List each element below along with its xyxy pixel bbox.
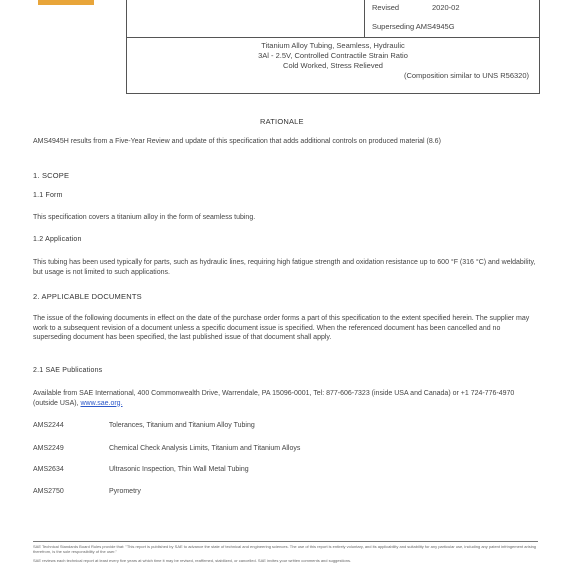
reference-row xyxy=(33,422,255,429)
reference-title: Tolerances, Titanium and Titanium Alloy Tubing xyxy=(108,422,255,429)
application-heading: 1.2 Application xyxy=(33,236,82,243)
header-divider-vertical xyxy=(364,0,365,37)
application-text: This tubing has been used typically for parts, such as hydraulic lines, requiring high fatigue strength and oxidation resistance up to 600 °F (316 °C) and weldability, but usage is not limited to such applications. xyxy=(33,259,536,276)
form-heading: 1.1 Form xyxy=(33,192,63,199)
title-composition: (Composition similar to UNS R56320) xyxy=(403,71,529,80)
rationale-heading: RATIONALE xyxy=(260,117,304,126)
sae-address: Available from SAE International, 400 Commonwealth Drive, Warrendale, PA 15096-0001, Tel: 877-606-7323 (inside USA and Canada) or +1 724-776-4970 (outside USA), xyxy=(33,390,515,407)
reference-title: Pyrometry xyxy=(108,488,141,495)
header-divider-horizontal xyxy=(127,37,539,38)
reference-code: AMS2634 xyxy=(33,466,64,473)
title-line-2: 3Al - 2.5V, Controlled Contractile Strain Ratio xyxy=(258,51,408,60)
title-line-3: Cold Worked, Stress Relieved xyxy=(283,61,383,70)
revised-date: 2020-02 xyxy=(432,3,460,12)
reference-row xyxy=(33,466,249,473)
footer-disclaimer: SAE Technical Standards Board Rules provide that: "This report is published by SAE to advance the state of technical and engineering sciences. The use of this report is entirely voluntary, and its applicability and suitability for any particular use, including any patent infringement arising therefrom, is the sole responsibility of the user." xyxy=(33,544,537,554)
applicable-documents-heading: 2. APPLICABLE DOCUMENTS xyxy=(33,292,142,301)
sae-logo-fragment xyxy=(38,0,94,5)
reference-title: Chemical Check Analysis Limits, Titanium and Titanium Alloys xyxy=(108,445,301,452)
sae-website-link[interactable]: www.sae.org. xyxy=(80,399,123,407)
sae-publications-heading: 2.1 SAE Publications xyxy=(33,367,103,374)
reference-code: AMS2249 xyxy=(33,445,64,452)
superseding-note: Superseding AMS4945G xyxy=(372,22,455,31)
reference-row xyxy=(33,445,300,452)
spec-header-box xyxy=(126,0,540,94)
footer-review-note: SAE reviews each technical report at least every five years at which time it may be revised, reaffirmed, stabilized, or cancelled. SAE invites your written comments and suggestions. xyxy=(33,558,352,563)
reference-title: Ultrasonic Inspection, Thin Wall Metal Tubing xyxy=(108,466,249,473)
reference-code: AMS2750 xyxy=(33,488,64,495)
reference-code: AMS2244 xyxy=(33,422,64,429)
applicable-documents-text: The issue of the following documents in effect on the date of the purchase order forms a part of this specification to the extent specified herein. The supplier may work to a subsequent revision of a document unless a specific document issue is specified. When the referenced document has been cancelled and no superseding document has been specified, the last published issue of that document shall apply. xyxy=(33,315,530,341)
spec-title xyxy=(127,41,539,81)
scope-heading: 1. SCOPE xyxy=(33,171,70,180)
title-line-1: Titanium Alloy Tubing, Seamless, Hydraulic xyxy=(261,41,405,50)
reference-row xyxy=(33,488,141,495)
form-text: This specification covers a titanium alloy in the form of seamless tubing. xyxy=(33,214,256,221)
footer-divider xyxy=(33,541,538,542)
rationale-text: AMS4945H results from a Five-Year Review and update of this specification that adds additional controls on produced material (8.6) xyxy=(33,138,441,145)
revised-label: Revised xyxy=(372,3,400,12)
sae-publications-text xyxy=(33,389,538,408)
